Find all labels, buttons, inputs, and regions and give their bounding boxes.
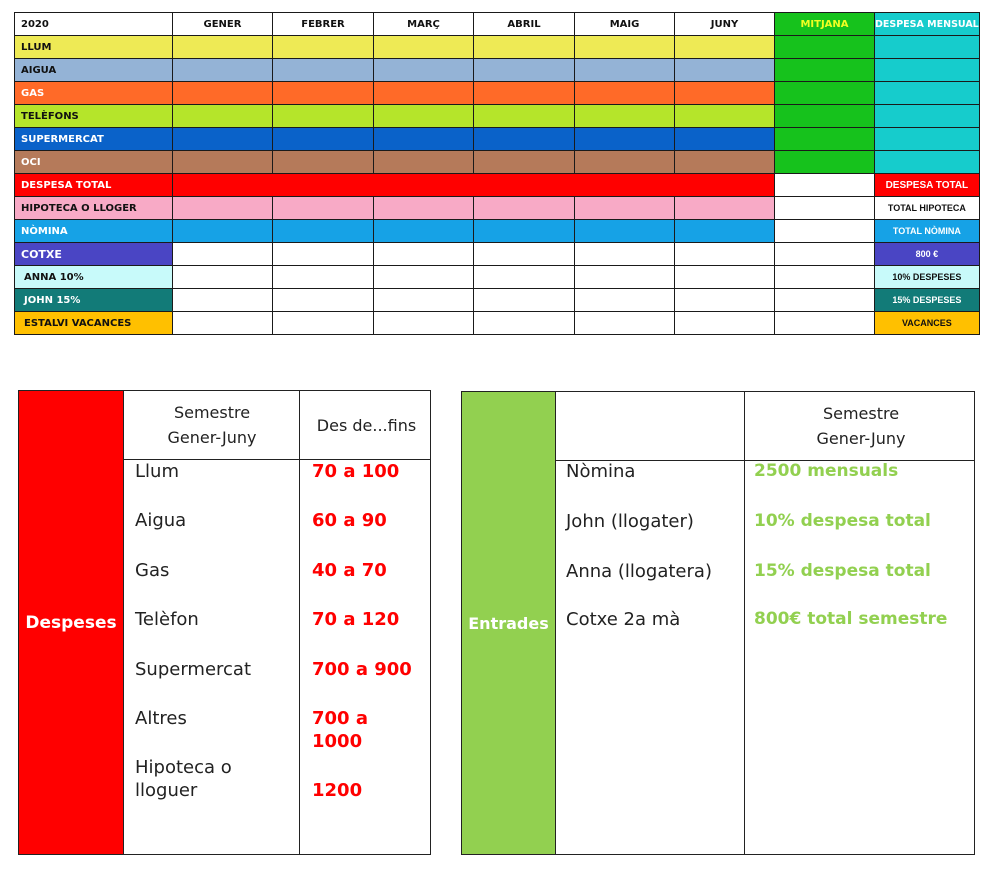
cell[interactable] [173,82,273,105]
expense-name: Aigua [135,510,187,531]
cell[interactable] [173,36,273,59]
cell[interactable] [374,36,474,59]
semestre-header-line2: Gener-Juny [167,428,257,447]
row-label-vacances[interactable]: ESTALVI VACANCES [15,312,173,335]
month-header-abril[interactable]: ABRIL [474,13,575,36]
cell[interactable] [575,312,675,335]
cell[interactable] [374,105,474,128]
cell[interactable] [273,105,374,128]
cell[interactable] [675,312,775,335]
cell[interactable] [474,105,575,128]
divider [299,391,300,854]
mitjana-cell[interactable] [775,174,875,197]
month-header-gener[interactable]: GENER [173,13,273,36]
income-name: Cotxe 2a mà [566,609,681,630]
mensual-cell[interactable] [875,82,980,105]
cell[interactable] [575,266,675,289]
semestre-header [125,400,299,450]
despesa-mensual-header[interactable]: DESPESA MENSUAL [875,13,980,36]
expense-range: 40 a 70 [312,560,387,581]
expense-range: 700 a 1000 [312,708,368,752]
mitjana-cell[interactable] [775,59,875,82]
cell[interactable] [474,36,575,59]
cell[interactable] [374,266,474,289]
cell[interactable] [374,289,474,312]
total-hipoteca-summary[interactable]: TOTAL HIPOTECA [875,197,980,220]
mensual-cell[interactable] [875,151,980,174]
cell[interactable] [675,243,775,266]
expense-name: Llum [135,461,179,482]
mitjana-cell[interactable] [775,266,875,289]
row-despesa-total [15,174,980,197]
expense-name: Telèfon [135,609,199,630]
entrades-band: Entrades [462,392,555,854]
divider [555,392,556,854]
row-oci [15,151,980,174]
cell[interactable] [575,82,675,105]
cell[interactable] [575,151,675,174]
cell[interactable] [374,220,474,243]
expense-range: 1200 [312,780,363,801]
cell[interactable] [675,59,775,82]
cell[interactable] [273,82,374,105]
mitjana-header[interactable]: MITJANA [775,13,875,36]
divider [744,392,745,854]
row-anna [15,266,980,289]
cell[interactable] [374,59,474,82]
cell[interactable] [374,128,474,151]
mensual-cell[interactable] [875,59,980,82]
row-john [15,289,980,312]
cell[interactable] [575,243,675,266]
row-nomina [15,220,980,243]
cell[interactable] [474,59,575,82]
row-vacances [15,312,980,335]
cell[interactable] [474,128,575,151]
month-header-marc[interactable]: MARÇ [374,13,474,36]
month-header-febrer[interactable]: FEBRER [273,13,374,36]
income-name: Anna (llogatera) [566,561,712,582]
mitjana-cell[interactable] [775,36,875,59]
mensual-cell[interactable] [875,128,980,151]
expense-name: Supermercat [135,659,252,680]
budget-spreadsheet [14,12,980,335]
cell[interactable] [575,220,675,243]
cell[interactable] [474,151,575,174]
range-header: Des de...fins [316,416,417,435]
income-name: John (llogater) [566,511,694,532]
cell[interactable] [474,82,575,105]
row-gas [15,82,980,105]
row-label-gas[interactable]: GAS [15,82,173,105]
cell[interactable] [273,128,374,151]
row-label-john[interactable]: JOHN 15% [15,289,173,312]
cell[interactable] [273,312,374,335]
cell[interactable] [374,151,474,174]
income-value: 800€ total semestre [754,609,948,629]
cell[interactable] [675,128,775,151]
cell[interactable] [173,289,273,312]
cell[interactable] [474,220,575,243]
john-summary[interactable]: 15% DESPESES [875,289,980,312]
cell[interactable] [474,197,575,220]
mensual-cell[interactable] [875,105,980,128]
vacances-summary[interactable]: VACANCES [875,312,980,335]
cell[interactable] [675,266,775,289]
cell[interactable] [374,82,474,105]
cell[interactable] [374,197,474,220]
row-label-llum[interactable]: LLUM [15,36,173,59]
cell[interactable] [273,151,374,174]
mitjana-cell[interactable] [775,243,875,266]
cell[interactable] [675,197,775,220]
cell[interactable] [575,36,675,59]
mensual-cell[interactable] [875,36,980,59]
cell[interactable] [474,289,575,312]
month-header-maig[interactable]: MAIG [575,13,675,36]
cell[interactable] [173,266,273,289]
expense-range: 700 a 900 [312,659,412,680]
cell[interactable] [675,220,775,243]
semestre-header-line1: Semestre [173,403,251,422]
cell[interactable] [575,197,675,220]
anna-summary[interactable]: 10% DESPESES [875,266,980,289]
cell[interactable] [575,105,675,128]
expense-name: Altres [135,708,187,729]
cell[interactable] [173,128,273,151]
cell[interactable] [374,312,474,335]
cell[interactable] [575,289,675,312]
expense-range: 60 a 90 [312,510,387,531]
cell[interactable] [575,59,675,82]
cell[interactable] [173,197,273,220]
cell[interactable] [173,59,273,82]
row-label-cotxe[interactable]: COTXE [15,243,173,266]
row-label-hipoteca[interactable]: HIPOTECA O LLOGER [15,197,173,220]
cell[interactable] [273,243,374,266]
row-cotxe [15,243,980,266]
cell[interactable] [173,243,273,266]
header-row [15,13,980,36]
cell[interactable] [675,105,775,128]
despesa-total-merged-cell[interactable] [173,174,775,197]
row-label-anna[interactable]: ANNA 10% [15,266,173,289]
cell[interactable] [474,312,575,335]
income-value: 10% despesa total [754,511,931,531]
row-label-telefons[interactable]: TELÈFONS [15,105,173,128]
cell[interactable] [273,36,374,59]
semestre-header-line1: Semestre [822,404,900,423]
month-header-juny[interactable]: JUNY [675,13,775,36]
entrades-table [461,391,975,855]
year-cell[interactable]: 2020 [15,13,173,36]
cell[interactable] [273,289,374,312]
cell[interactable] [173,312,273,335]
row-aigua [15,59,980,82]
mitjana-cell[interactable] [775,220,875,243]
row-label-oci[interactable]: OCI [15,151,173,174]
total-nomina-summary[interactable]: TOTAL NÒMINA [875,220,980,243]
income-value: 2500 mensuals [754,461,899,481]
divider [123,391,124,854]
expense-range: 70 a 120 [312,609,400,630]
income-name: Nòmina [566,461,636,482]
despesa-total-summary[interactable]: DESPESA TOTAL [875,174,980,197]
mitjana-cell[interactable] [775,82,875,105]
cell[interactable] [173,105,273,128]
row-supermercat [15,128,980,151]
row-label-supermercat[interactable]: SUPERMERCAT [15,128,173,151]
mitjana-cell[interactable] [775,197,875,220]
row-llum [15,36,980,59]
mitjana-cell[interactable] [775,312,875,335]
mitjana-cell[interactable] [775,289,875,312]
row-hipoteca [15,197,980,220]
despeses-band: Despeses [19,391,123,854]
semestre-header-line2: Gener-Juny [816,429,906,448]
mitjana-cell[interactable] [775,105,875,128]
cell[interactable] [675,289,775,312]
cell[interactable] [675,151,775,174]
income-value: 15% despesa total [754,561,931,581]
cell[interactable] [474,266,575,289]
cotxe-summary[interactable]: 800 € [875,243,980,266]
row-label-nomina[interactable]: NÒMINA [15,220,173,243]
cell[interactable] [173,151,273,174]
cell[interactable] [273,197,374,220]
expense-range: 70 a 100 [312,461,400,482]
cell[interactable] [273,220,374,243]
mitjana-cell[interactable] [775,128,875,151]
cell[interactable] [675,82,775,105]
expense-name: Hipoteca o lloguer [135,757,232,801]
despeses-table [18,390,431,855]
mitjana-cell[interactable] [775,151,875,174]
row-telefons [15,105,980,128]
row-label-aigua[interactable]: AIGUA [15,59,173,82]
cell[interactable] [675,36,775,59]
cell[interactable] [474,243,575,266]
semestre-header [746,401,976,451]
cell[interactable] [273,59,374,82]
cell[interactable] [173,220,273,243]
row-label-despesa-total[interactable]: DESPESA TOTAL [15,174,173,197]
cell[interactable] [374,243,474,266]
cell[interactable] [273,266,374,289]
expense-name: Gas [135,560,170,581]
cell[interactable] [575,128,675,151]
